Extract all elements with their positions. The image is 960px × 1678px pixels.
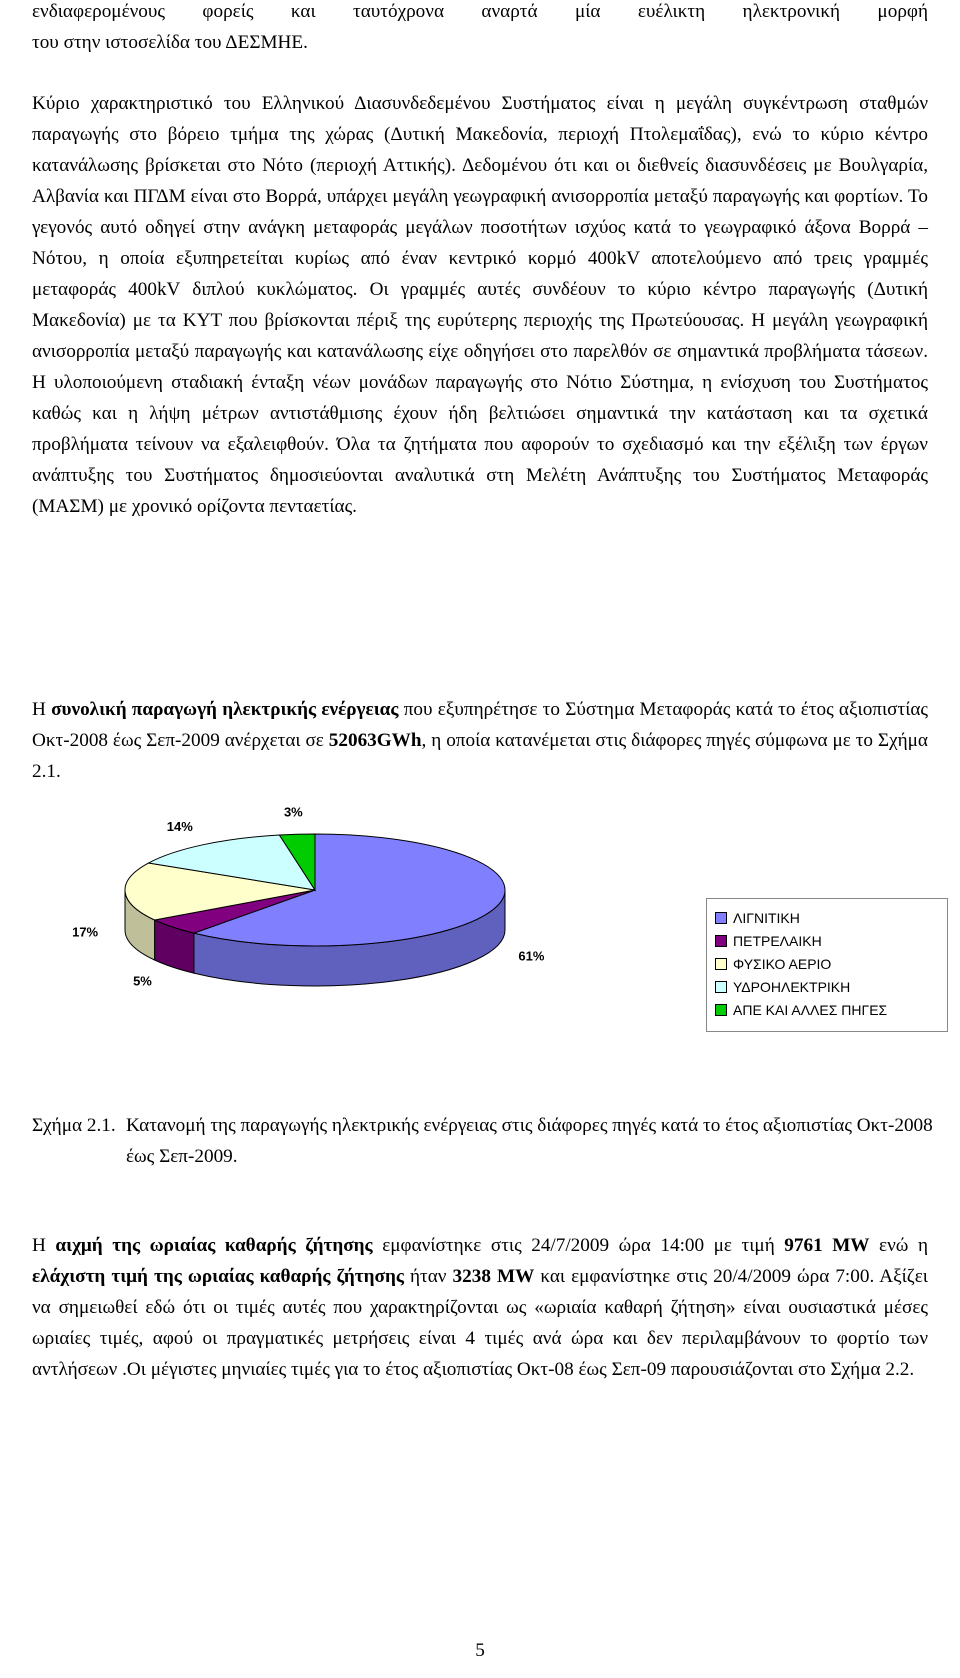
bold-text-run: ελάχιστη τιμή της ωριαίας καθαρής ζήτησης (32, 1266, 404, 1287)
legend-item (715, 930, 822, 952)
paragraph-total-production (32, 694, 928, 787)
figure-caption (32, 1110, 933, 1167)
bold-text-run: 52063GWh (328, 730, 422, 751)
legend-label: ΥΔΡΟΗΛΕΚΤΡΙΚΗ (733, 979, 851, 995)
chart-legend (706, 898, 948, 1032)
text-run: ήταν (403, 1266, 453, 1287)
bold-text-run: 3238 MW (452, 1266, 535, 1287)
legend-label: ΦΥΣΙΚΟ ΑΕΡΙΟ (733, 956, 832, 972)
paragraph-continuation (32, 0, 928, 58)
text-run: και εμφανίστηκε στις 20/4/2009 ώρα 7:00. Αξίζει να σημειωθεί εδώ ότι οι τιμές αυτές που χαρακτηρίζονται ως «ωριαία καθαρή ζήτηση» είναι ουσιαστικά μέσες ωριαίες τιμές, αφού οι πραγματικές μετρήσεις είναι 4 τιμές ανά ώρα και δεν περιλαμβάνουν το φορτίο των αντλήσεων .Οι μέγιστες μηνιαίες τιμές για το έτος αξιοπιστίας Οκτ-08 έως Σεπ-09 παρουσιάζονται στο Σχήμα 2.2. (32, 1266, 928, 1380)
figure-caption-text: Κατανομή της παραγωγής ηλεκτρικής ενέργειας στις διάφορες πηγές κατά το έτος αξιοπιστίας Οκτ-2008 έως Σεπ-2009. (126, 1115, 933, 1167)
text-run: εμφανίστηκε στις 24/7/2009 ώρα 14:00 με τιμή (372, 1235, 785, 1256)
page-number: 5 (475, 1640, 485, 1661)
bold-text-run: συνολική παραγωγή ηλεκτρικής ενέργειας (51, 699, 399, 720)
text-run: , η οποία κατανέμεται στις διάφορες πηγές σύμφωνα με το Σχήμα 2.1. (32, 730, 928, 782)
figure-caption-label: Σχήμα 2.1. (32, 1115, 116, 1136)
bold-text-run: αιχμή της ωριαίας καθαρής ζήτησης (55, 1235, 373, 1256)
text-run: Η (32, 1235, 56, 1256)
legend-label: ΑΠΕ ΚΑΙ ΑΛΛΕΣ ΠΗΓΕΣ (733, 1002, 888, 1018)
legend-item (715, 953, 831, 975)
paragraph-line: ενδιαφερομένους φορείς και ταυτόχρονα αναρτά μία ευέλικτη ηλεκτρονική μορφή (32, 1, 928, 22)
paragraph-peak-demand (32, 1230, 928, 1385)
text-run: Η (32, 699, 52, 720)
data-label: 14% (166, 818, 193, 834)
text-run: ενώ η (869, 1235, 928, 1256)
legend-item (715, 907, 800, 929)
legend-swatch (715, 958, 727, 970)
legend-label: ΛΙΓΝΙΤΙΚΗ (733, 910, 800, 926)
paragraph-grid-characteristics: Κύριο χαρακτηριστικό του Ελληνικού Διασυνδεδεμένου Συστήματος είναι η μεγάλη συγκέντρωση σταθμών παραγωγής στο βόρειο τμήμα της χώρας (Δυτική Μακεδονία, περιοχή Πτολεμαΐδας), ενώ το κύριο κέντρο κατανάλωσης βρίσκεται στο Νότο (περιοχή Αττικής). Δεδομένου ότι και οι διεθνείς διασυνδέσεις με Βουλγαρία, Αλβανία και ΠΓΔΜ είναι στο Βορρά, υπάρχει μεγάλη γεωγραφική ανισορροπία μεταξύ παραγωγής και φορτίων. Το γεγονός αυτό οδηγεί στην ανάγκη μεταφοράς μεγάλων ποσοτήτων ισχύος κατά το γεωγραφικό άξονα Βορρά – Νότου, η οποία εξυπηρετείται κυρίως από έναν κεντρικό κορμό 400kV αποτελούμενο από τρεις γραμμές μεταφοράς 400kV διπλού κυκλώματος. Οι γραμμές αυτές συνδέουν το κύριο κέντρο παραγωγής (Δυτική Μακεδονία) με τα ΚΥΤ που βρίσκονται πέριξ της ευρύτερης περιοχής της Πρωτεύουσας. Η μεγάλη γεωγραφική ανισορροπία μεταξύ παραγωγής και κατανάλωσης είχε οδηγήσει στο παρελθόν σε σημαντικά προβλήματα τάσεων. Η υλοποιούμενη σταδιακή ένταξη νέων μονάδων παραγωγής στο Νότιο Σύστημα, η ενίσχυση του Συστήματος καθώς και η λήψη μέτρων αντιστάθμισης έχουν ήδη βελτιώσει σημαντικά την κατάσταση και τα σχετικά προβλήματα τείνουν να εξαλειφθούν. Όλα τα ζητήματα που αφορούν το σχεδιασμό και την εξέλιξη των έργων ανάπτυξης του Συστήματος δημοσιεύονται αναλυτικά στη Μελέτη Ανάπτυξης του Συστήματος Μεταφοράς (ΜΑΣΜ) με χρονικό ορίζοντα πενταετίας. (32, 93, 928, 517)
text-run: που εξυπηρέτησε το Σύστημα Μεταφοράς κατά το έτος αξιοπιστίας Οκτ-2008 έως Σεπ-2009 ανέρχεται σε (32, 699, 929, 751)
legend-label: ΠΕΤΡΕΛΑΙΚΗ (733, 933, 822, 949)
legend-swatch (715, 912, 727, 924)
legend-swatch (715, 935, 727, 947)
legend-swatch (715, 981, 727, 993)
data-label: 17% (72, 924, 99, 940)
legend-item (715, 976, 850, 998)
data-label: 61% (518, 948, 545, 964)
data-label: 5% (133, 973, 152, 989)
paragraph-line: του στην ιστοσελίδα του ΔΕΣΜΗΕ. (32, 32, 308, 53)
legend-swatch (715, 1004, 727, 1016)
legend-item (715, 999, 887, 1021)
bold-text-run: 9761 MW (784, 1235, 870, 1256)
data-label: 3% (283, 804, 303, 820)
